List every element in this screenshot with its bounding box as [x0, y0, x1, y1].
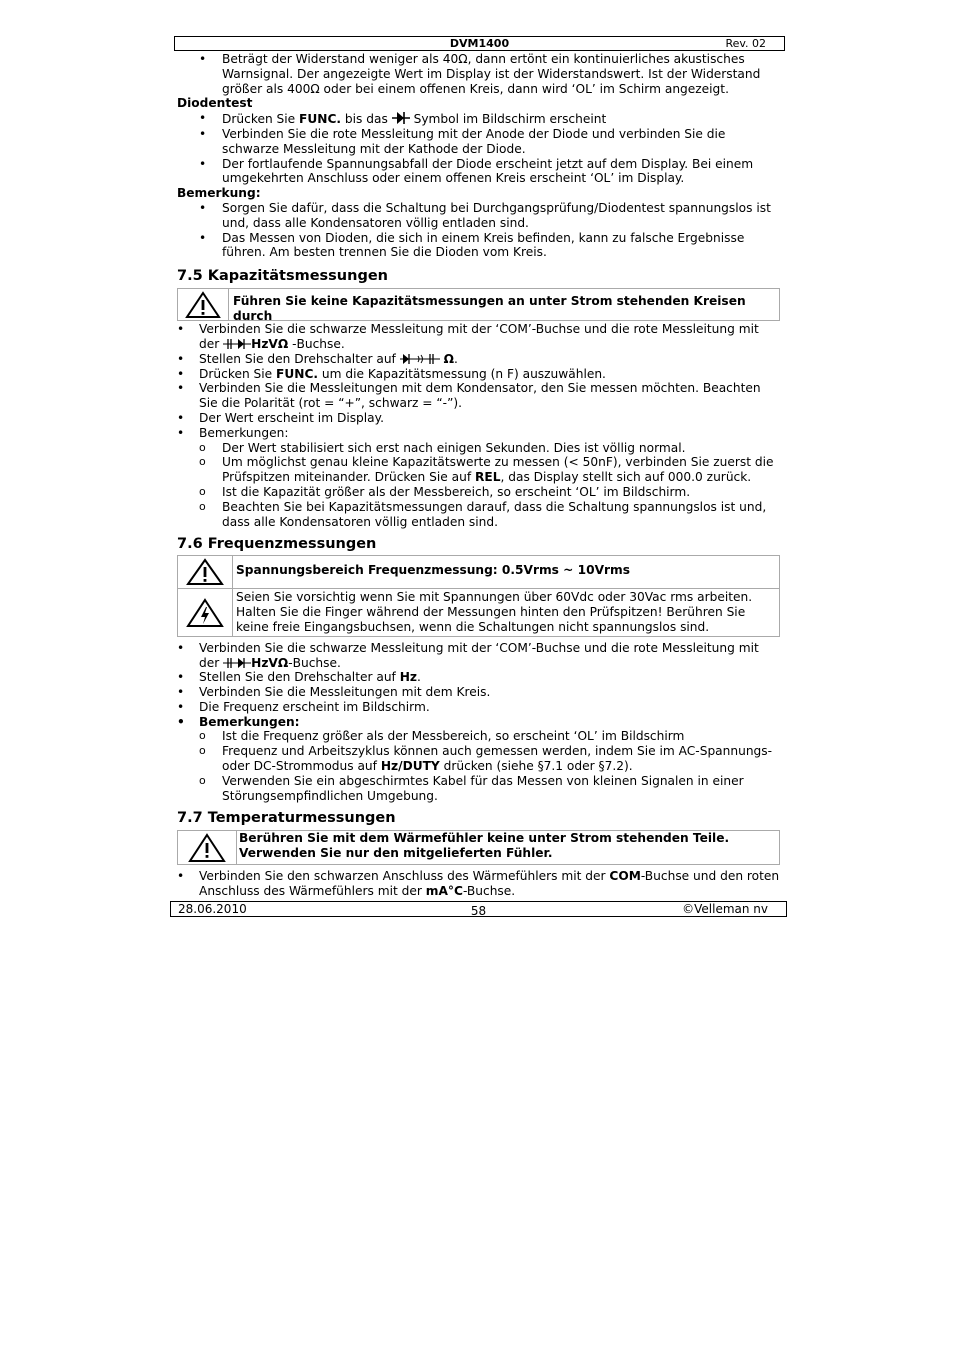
list-item: • Das Messen von Dioden, die sich in einem Kreis befinden, kann zu falsche Ergebnisse führen. Am besten trennen Sie die Dioden vom Kreis. — [177, 231, 780, 261]
section-heading-capacitance: 7.5 Kapazitätsmessungen — [177, 268, 388, 285]
footer-brand: ©Velleman nv — [682, 902, 768, 916]
warning-icon — [178, 831, 237, 864]
high-voltage-icon — [178, 589, 233, 635]
capacitor-diode-symbol-icon — [223, 338, 251, 350]
list-item: • Drücken Sie FUNC. um die Kapazitätsmessung (n F) auszuwählen. — [177, 367, 780, 382]
diode-symbol-icon — [392, 111, 410, 125]
list-item: • Bemerkungen: — [177, 426, 780, 441]
list-item: • Die Frequenz erscheint im Bildschirm. — [177, 700, 780, 715]
section-heading-frequency: 7.6 Frequenzmessungen — [177, 536, 377, 553]
diode-remark-list — [177, 201, 780, 260]
warning-text: Seien Sie vorsichtig wenn Sie mit Spannungen über 60Vdc oder 30Vac rms arbeiten. Halten Sie die Finger während der Messungen hinten den Prüfspitzen! Berühren Sie keine freie Eingangsbuchsen, wenn die Schaltungen nicht spannungslos sind. — [236, 590, 753, 634]
list-item: o Ist die Frequenz größer als der Messbereich, so erscheint ‘OL’ im Bildschirm — [177, 729, 780, 744]
capacitance-list — [177, 322, 780, 440]
list-item: • Verbinden Sie die Messleitungen mit dem Kondensator, den Sie messen möchten. Beachten Sie die Polarität (rot = “+”, schwarz = “-”). — [177, 381, 780, 411]
list-item: • Verbinden Sie die rote Messleitung mit der Anode der Diode und verbinden Sie die schwarze Messleitung mit der Kathode der Diode. — [177, 127, 780, 157]
list-item: • Beträgt der Widerstand weniger als 40Ω, dann ertönt ein kontinuierliches akustisches Warnsignal. Der angezeigte Wert im Display ist der Widerstandswert. Ist der Widerstand größer als 400Ω oder bei einem offenen Kreis, dann wird ‘OL’ im Schirm angezeigt. — [177, 52, 780, 96]
page-footer — [170, 901, 787, 917]
warning-text: Führen Sie keine Kapazitätsmessungen an unter Strom stehenden Kreisen durch — [233, 294, 746, 323]
diode-heading: Diodentest — [177, 96, 253, 111]
frequency-warning-box — [177, 555, 780, 636]
warning-text: Berühren Sie mit dem Wärmefühler keine unter Strom stehenden Teile. Verwenden Sie nur den mitgelieferten Fühler. — [239, 831, 730, 861]
header-title: DVM1400 — [449, 37, 510, 50]
footer-date: 28.06.2010 — [178, 902, 247, 916]
temperature-warning — [177, 830, 780, 865]
diode-remark-heading: Bemerkung: — [177, 186, 261, 201]
intro-list — [177, 52, 780, 96]
list-item: • Stellen Sie den Drehschalter auf Hz. — [177, 670, 780, 685]
list-item: o Ist die Kapazität größer als der Messbereich, so erscheint ‘OL’ im Bildschirm. — [177, 485, 780, 500]
list-item: o Um möglichst genau kleine Kapazitätswerte zu messen (< 50nF), verbinden Sie zuerst die Prüfspitzen miteinander. Drücken Sie auf REL, das Display stellt sich auf 000.0 zurück. — [177, 455, 780, 485]
list-item: o Verwenden Sie ein abgeschirmtes Kabel für das Messen von kleinen Signalen in einer Störungsempfindlichen Umgebung. — [177, 774, 780, 804]
list-item: • Drücken Sie FUNC. bis das Symbol im Bildschirm erscheint — [177, 111, 780, 127]
list-item: • Der fortlaufende Spannungsabfall der Diode erscheint jetzt auf dem Display. Bei einem umgekehrten Anschluss oder einem offenen Kreis erscheint ‘OL’ im Display. — [177, 157, 780, 187]
warning-text: Spannungsbereich Frequenzmessung: 0.5Vrms ~ 10Vrms — [236, 563, 630, 578]
list-item: • Verbinden Sie die Messleitungen mit dem Kreis. — [177, 685, 780, 700]
warning-icon — [178, 289, 229, 320]
temperature-list — [177, 869, 780, 899]
list-item: • Verbinden Sie die schwarze Messleitung mit der ‘COM’-Buchse und die rote Messleitung mit der HzVΩ-Buchse. — [177, 641, 780, 671]
list-item: o Beachten Sie bei Kapazitätsmessungen darauf, dass die Schaltung spannungslos ist und, dass alle Kondensatoren völlig entladen sind. — [177, 500, 780, 530]
frequency-sublist — [177, 729, 780, 803]
frequency-list — [177, 641, 780, 730]
capacitor-diode-symbol-icon — [223, 657, 251, 669]
capacitance-warning — [177, 288, 780, 321]
list-item: • Bemerkungen: — [177, 715, 780, 730]
list-item: • Verbinden Sie die schwarze Messleitung mit der ‘COM’-Buchse und die rote Messleitung mit der HzVΩ -Buchse. — [177, 322, 780, 352]
page-header — [174, 36, 785, 51]
list-item: • Stellen Sie den Drehschalter auf Ω. — [177, 352, 780, 367]
list-item: • Verbinden Sie den schwarzen Anschluss des Wärmefühlers mit der COM-Buchse und den roten Anschluss des Wärmefühlers mit der mA°C-Buchse. — [177, 869, 780, 899]
page-content — [177, 52, 780, 899]
header-revision: Rev. 02 — [725, 37, 766, 50]
capacitance-sublist — [177, 441, 780, 530]
section-heading-temperature: 7.7 Temperaturmessungen — [177, 810, 396, 827]
list-item: • Der Wert erscheint im Display. — [177, 411, 780, 426]
footer-page-number: 58 — [470, 904, 487, 918]
warning-icon — [178, 556, 233, 588]
list-item: • Sorgen Sie dafür, dass die Schaltung bei Durchgangsprüfung/Diodentest spannungslos ist und, dass alle Kondensatoren völlig entladen sind. — [177, 201, 780, 231]
diode-list — [177, 111, 780, 186]
list-item: o Frequenz und Arbeitszyklus können auch gemessen werden, indem Sie im AC-Spannungs- oder DC-Strommodus auf Hz/DUTY drücken (siehe §7.1 oder §7.2). — [177, 744, 780, 774]
switch-position-icon — [400, 353, 440, 365]
list-item: o Der Wert stabilisiert sich erst nach einigen Sekunden. Dies ist völlig normal. — [177, 441, 780, 456]
